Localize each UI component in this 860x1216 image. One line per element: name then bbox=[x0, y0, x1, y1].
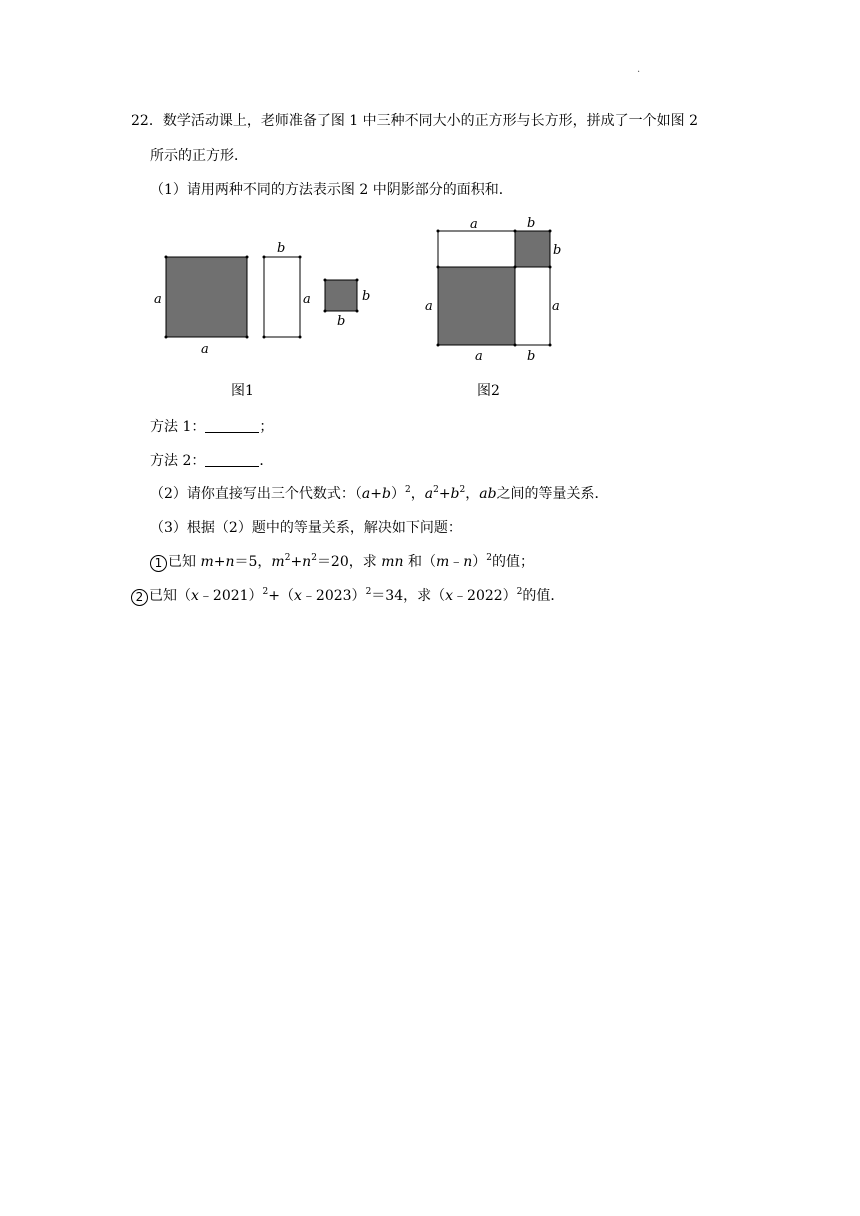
text-run: + bbox=[213, 554, 226, 570]
exponent: 2 bbox=[284, 553, 291, 563]
sub-question-2 bbox=[131, 586, 564, 606]
text-run: ＝20，求 bbox=[316, 554, 382, 570]
fig1-small-square bbox=[325, 280, 357, 311]
part3-prompt: （3）根据（2）题中的等量关系，解决如下问题： bbox=[150, 520, 462, 536]
text-run: ﹣2022） bbox=[453, 588, 517, 604]
math-var: n bbox=[225, 554, 235, 570]
figures bbox=[0, 0, 860, 410]
fig2-label-right-a: a bbox=[552, 299, 560, 314]
text-run: ） bbox=[390, 486, 405, 502]
fig2-label-right-b: b bbox=[553, 243, 562, 258]
method-2-end: ． bbox=[259, 453, 274, 469]
text-run: 已知（ bbox=[149, 588, 191, 604]
corner-mark: . bbox=[637, 64, 641, 75]
fig1-label-big-left: a bbox=[154, 292, 162, 307]
text-run: ﹣2023） bbox=[301, 588, 366, 604]
exponent: 2 bbox=[365, 587, 372, 597]
circled-number-1: 1 bbox=[150, 555, 167, 572]
fig2-shaded-big-square bbox=[438, 267, 515, 345]
fig2-label-left-a: a bbox=[425, 299, 433, 314]
question-number: 22 bbox=[131, 113, 149, 129]
text-run: + bbox=[438, 486, 451, 502]
math-var: b bbox=[450, 486, 460, 502]
text-run: + bbox=[290, 554, 303, 570]
fig2-label-bottom-a: a bbox=[475, 349, 483, 364]
exponent: 2 bbox=[459, 485, 466, 495]
math-var: b bbox=[382, 486, 391, 502]
text-run: 和（ bbox=[403, 554, 436, 570]
math-var: a bbox=[361, 486, 371, 502]
fig2-label-bottom-b: b bbox=[527, 349, 536, 364]
text-run: ＝5， bbox=[234, 554, 272, 570]
question-line-2: 所示的正方形． bbox=[150, 148, 248, 164]
math-var: m bbox=[200, 554, 214, 570]
method-2-line bbox=[150, 451, 273, 471]
text-run: ＝34，求（ bbox=[371, 588, 446, 604]
part2-prompt bbox=[150, 484, 609, 504]
math-var: x bbox=[445, 588, 454, 604]
method-1-label: 方法 1： bbox=[150, 419, 206, 435]
exponent: 2 bbox=[404, 485, 411, 495]
fig2-caption: 图2 bbox=[477, 383, 500, 399]
fig1-rectangle bbox=[264, 257, 300, 337]
math-var: m bbox=[271, 554, 285, 570]
text-run: ） bbox=[472, 554, 487, 570]
math-var: n bbox=[302, 554, 312, 570]
text-run: 的值． bbox=[522, 588, 565, 604]
fig1-label-big-bottom: a bbox=[201, 342, 209, 357]
figure-2 bbox=[425, 216, 561, 399]
text-run: （2）请你直接写出三个代数式：（ bbox=[150, 486, 362, 502]
fig2-label-top-b: b bbox=[527, 216, 536, 231]
exponent: 2 bbox=[311, 553, 317, 563]
method-1-blank[interactable] bbox=[205, 419, 259, 433]
text-run: ， bbox=[465, 486, 480, 502]
fig2-label-top-a: a bbox=[470, 217, 478, 232]
math-var: x bbox=[294, 588, 302, 604]
math-var: a bbox=[424, 486, 434, 502]
exponent: 2 bbox=[262, 587, 269, 597]
method-2-blank[interactable] bbox=[205, 453, 259, 467]
text-run: ， bbox=[410, 486, 425, 502]
math-var: mn bbox=[381, 554, 404, 570]
fig1-label-rect-right: a bbox=[303, 292, 311, 307]
fig2-shaded-small-square bbox=[515, 231, 550, 267]
math-var: x bbox=[191, 588, 199, 604]
exponent: 2 bbox=[486, 553, 492, 563]
math-var: m bbox=[435, 554, 450, 570]
text-run: 的值； bbox=[492, 554, 534, 570]
method-2-label: 方法 2： bbox=[150, 453, 206, 469]
fig1-label-small-right: b bbox=[362, 289, 371, 304]
exponent: 2 bbox=[516, 587, 523, 597]
text-run: ﹣2021） bbox=[198, 588, 263, 604]
exponent: 2 bbox=[433, 485, 439, 495]
text-run: 之间的等量关系． bbox=[496, 486, 609, 502]
fig1-caption: 图1 bbox=[231, 383, 254, 399]
fig1-big-square bbox=[166, 257, 247, 337]
text-run: +（ bbox=[268, 588, 295, 604]
part1-prompt: （1）请用两种不同的方法表示图 2 中阴影部分的面积和． bbox=[150, 182, 513, 198]
method-1-line bbox=[150, 417, 273, 437]
text-run: ﹣ bbox=[449, 554, 464, 570]
text-run: 已知 bbox=[168, 554, 201, 570]
sub-question-1 bbox=[150, 552, 534, 572]
fig1-label-rect-top: b bbox=[277, 241, 286, 256]
math-var: ab bbox=[479, 486, 497, 502]
question-text: ．数学活动课上，老师准备了图 1 中三种不同大小的正方形与长方形，拼成了一个如图 2 bbox=[148, 113, 698, 129]
figure-1 bbox=[154, 241, 370, 399]
method-1-end: ； bbox=[259, 419, 274, 435]
text-run: + bbox=[370, 486, 383, 502]
math-var: n bbox=[463, 554, 473, 570]
circled-number-2: 2 bbox=[131, 589, 148, 606]
fig1-label-small-bottom: b bbox=[337, 314, 346, 329]
